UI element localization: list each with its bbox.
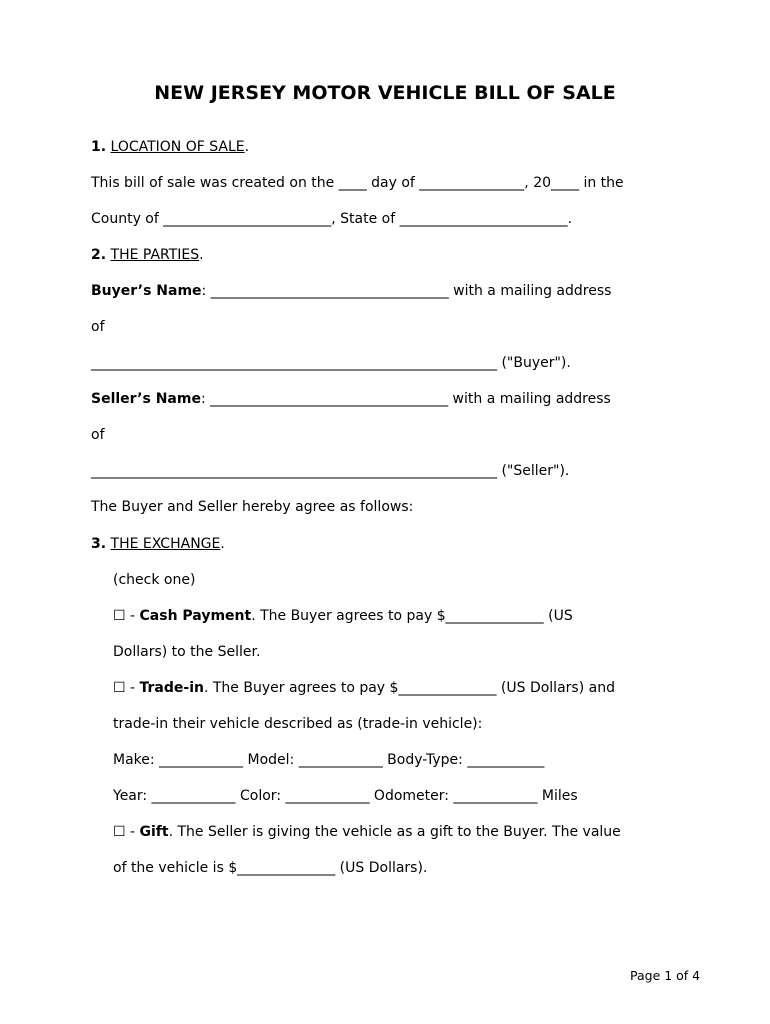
checkbox-icon[interactable]: ☐ - bbox=[113, 680, 140, 696]
agreement-text: The Buyer and Seller hereby agree as follows: bbox=[91, 499, 414, 515]
section-parties-heading bbox=[91, 248, 204, 262]
trade-in-make-model-body-line[interactable]: Make: ____________ Model: ____________ Body-Type: ___________ bbox=[113, 752, 545, 768]
option-label: Trade-in bbox=[139, 680, 204, 696]
check-one-text: (check one) bbox=[113, 572, 196, 588]
section-location-heading bbox=[91, 140, 249, 154]
trade-in-year-color-odometer-line[interactable]: Year: ____________ Color: ____________ Odometer: ____________ Miles bbox=[113, 788, 578, 804]
buyer-name-line[interactable] bbox=[91, 284, 611, 298]
section-heading: LOCATION OF SALE bbox=[110, 139, 245, 155]
heading-period: . bbox=[220, 536, 225, 552]
section-exchange-heading bbox=[91, 537, 225, 551]
seller-address-field[interactable]: __________________________________________________________ ("Seller"). bbox=[91, 463, 570, 479]
gift-value-field[interactable]: of the vehicle is $______________ (US Dollars). bbox=[113, 860, 428, 876]
checkbox-icon[interactable]: ☐ - bbox=[113, 824, 140, 840]
section-heading: THE EXCHANGE bbox=[110, 536, 221, 552]
seller-name-field[interactable]: : __________________________________ with a mailing address bbox=[200, 391, 611, 407]
trade-in-description: trade-in their vehicle described as (trade-in vehicle): bbox=[113, 716, 483, 732]
option-label: Cash Payment bbox=[139, 608, 252, 624]
seller-name-line[interactable] bbox=[91, 392, 611, 406]
page-number: Page 1 of 4 bbox=[630, 968, 701, 983]
cash-amount-field[interactable]: . The Buyer agrees to pay $______________ (US bbox=[251, 608, 573, 624]
section-number: 3. bbox=[91, 536, 107, 552]
option-label: Gift bbox=[139, 824, 169, 840]
trade-in-option[interactable] bbox=[113, 681, 615, 695]
gift-option[interactable] bbox=[113, 825, 621, 839]
buyer-of-text: of bbox=[91, 319, 105, 335]
cash-payment-option[interactable] bbox=[113, 609, 573, 623]
section-number: 2. bbox=[91, 247, 107, 263]
buyer-address-field[interactable]: __________________________________________________________ ("Buyer"). bbox=[91, 355, 571, 371]
buyer-name-label: Buyer’s Name bbox=[91, 283, 202, 299]
buyer-name-field[interactable]: : __________________________________ with a mailing address bbox=[201, 283, 612, 299]
document-title: NEW JERSEY MOTOR VEHICLE BILL OF SALE bbox=[154, 82, 616, 104]
gift-text: . The Seller is giving the vehicle as a gift to the Buyer. The value bbox=[168, 824, 621, 840]
section-heading: THE PARTIES bbox=[110, 247, 200, 263]
seller-name-label: Seller’s Name bbox=[91, 391, 201, 407]
checkbox-icon[interactable]: ☐ - bbox=[113, 608, 140, 624]
sale-date-line[interactable]: This bill of sale was created on the ____ day of _______________, 20____ in the bbox=[91, 175, 624, 191]
seller-of-text: of bbox=[91, 427, 105, 443]
sale-county-state-line[interactable]: County of ________________________, State of ________________________. bbox=[91, 211, 573, 227]
heading-period: . bbox=[244, 139, 250, 155]
section-number: 1. bbox=[91, 139, 107, 155]
trade-in-amount-field[interactable]: . The Buyer agrees to pay $______________ (US Dollars) and bbox=[203, 680, 615, 696]
heading-period: . bbox=[199, 247, 204, 263]
cash-payment-continued: Dollars) to the Seller. bbox=[113, 644, 261, 660]
